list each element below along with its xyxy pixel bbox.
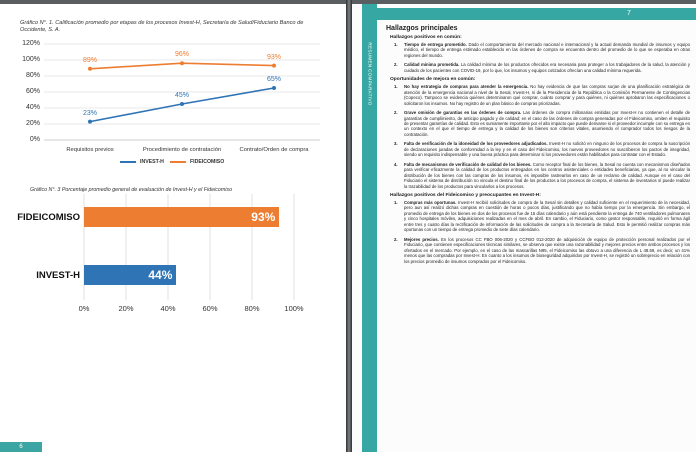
figure2-caption: Gráfico N°. 3 Porcentaje promedio general de evaluación de Invest-H y el Fideicomiso xyxy=(30,187,233,193)
list-item xyxy=(394,141,690,157)
list-item-number: 1. xyxy=(394,84,398,90)
list-item-number: 1. xyxy=(394,42,398,47)
section-title: Hallazgos positivos en común: xyxy=(390,35,462,40)
y-tick-label: 40% xyxy=(25,104,40,111)
list-item xyxy=(394,200,690,233)
bar-invest-h xyxy=(84,265,176,285)
x-tick-label: 100% xyxy=(284,304,304,313)
list-item-text xyxy=(404,200,690,233)
y-tick-label: 20% xyxy=(25,120,40,127)
list-item-lead: Grave omisión de garantías en las órdenes de compra. xyxy=(404,110,522,116)
list-item-number: 1. xyxy=(394,199,398,205)
legend-invest-h xyxy=(120,159,164,165)
bar-fideicomiso-value: 93% xyxy=(251,210,276,224)
data-point xyxy=(180,61,184,65)
legend-fideicomiso-label: FIDEICOMISO xyxy=(190,159,225,165)
legend-fideicomiso-swatch xyxy=(170,161,186,163)
x-tick-label: 20% xyxy=(118,304,134,313)
x-tick-label: 60% xyxy=(202,304,218,313)
list-item-text xyxy=(404,84,690,106)
data-point xyxy=(88,67,92,71)
list-item xyxy=(394,162,690,189)
list-item xyxy=(394,62,690,73)
list-item-number: 3. xyxy=(394,141,398,147)
y-tick-label: 60% xyxy=(25,88,40,95)
bar-fideicomiso xyxy=(84,207,279,227)
list-item-number: 2. xyxy=(394,110,398,116)
y-tick-label: 120% xyxy=(22,40,40,47)
data-label: 96% xyxy=(174,51,190,59)
x-category-label: Requisitos previos xyxy=(66,147,114,153)
list-item-body: La calidad mínima de los productos ofrecidos era necesaria para proteger a los trabajadores de la salud, la atención y cuidado de los pacientes con COVID-19, por lo que, los insumos y equipos cotizados ofrecían una calidad mínima requerida. xyxy=(404,62,691,73)
line-chart-plot xyxy=(0,4,346,154)
list-item-text xyxy=(404,237,690,264)
data-label: 93% xyxy=(266,53,282,61)
list-item-lead: No hay estrategia de compras para atender la emergencia. xyxy=(404,84,529,90)
x-tick-label: 80% xyxy=(244,304,260,313)
data-label: 89% xyxy=(82,56,98,64)
data-point xyxy=(88,120,92,124)
data-point xyxy=(272,64,276,68)
list-item-number: 2. xyxy=(394,236,398,242)
list-item-number: 2. xyxy=(394,62,398,68)
list-item-body: Como receptor final de los bienes, la Sesal no cuenta con mecanismos diseñados para verificar eficazmente la calidad de los productos entregados en los centros asistenciales o entidades beneficiarias, ya que, al no vincular la distribución de los bienes con las compras de los insumos, es imposible rastrearlos en caso de un reclamo de calidad. Aunque en el caso del Fiduciario el sistema de distribución no vincula el destino final de los productos a los procesos de compra, el sistema de inventarios sí puede realizar la trazabilidad de los productos para vincularlos a los procesos. xyxy=(404,161,690,189)
list-item-text xyxy=(404,141,690,157)
data-point xyxy=(180,102,184,106)
right-page-number: 7 xyxy=(627,10,631,17)
bar-category-invest-h: INVEST-H xyxy=(36,270,80,281)
findings-heading: Hallazgos principales xyxy=(386,25,458,32)
data-point xyxy=(272,86,276,90)
x-category-label: Contrato/Orden de compra xyxy=(239,147,309,153)
x-category-label: Procedimiento de contratación xyxy=(142,147,222,153)
y-tick-label: 80% xyxy=(25,72,40,79)
list-item-number: 4. xyxy=(394,161,398,167)
list-item-lead: Falta de mecanismos de verificación de calidad de los bienes. xyxy=(404,161,532,167)
figure1-caption: Gráfico N°. 1. Calificación promedio por etapas de los procesos Invest-H, Secretaría de Salud/Fiduciario Banco de Occidente, S. A. xyxy=(20,20,304,33)
list-item-body: Invest-H no solicitó en ninguno de los procesos de compra la suscripción de declaraciones juradas de conformidad a la ley y en el caso del Fideicomiso, los nuevos proveedores no suscribieron los pactos de integridad, siendo un requisito indispensable y una buena práctica para determinar si los proveedores están habilitados para contratar con el Estado. xyxy=(404,141,690,158)
list-item-body: No hay evidencia de que las compras surjan de una planificación estratégica de atención de la emergencia nacional a nivel de la Sesal, Invest-H, ni de la Presidencia de la República o la Comisión Permanente de Contingencias (Copeco). Tampoco se evidencia quiénes determinaron qué comprar, cuánto comprar y para quiénes, ni quiénes aprobaron las especificaciones o solicitaron los insumos. No hay registro de un plan básico de compras priorizadas. xyxy=(404,84,690,106)
list-item-lead: Compras más oportunas. xyxy=(404,199,457,205)
list-item-lead: Tiempo de entrega prometido. xyxy=(404,42,467,47)
bar-category-fideicomiso: FIDEICOMISO xyxy=(17,212,80,223)
list-item-body: Las órdenes de compra millonarias emitidas por Invest-H no contienen el detalle de garantías de cumplimiento, de anticipo pagado y de calidad; en el caso de las órdenes de compra generadas por el Fideicomiso, omiten el requisito de presentar garantías de calidad. Esto es sumamente importante por el alto impacto que puede derivarse si el proveedor incumple con su entrega en un contexto en el que el tiempo de entrega y la calidad de los bienes son criterios vitales, asumiendo el comprador todos los riesgos de la contratación. xyxy=(404,110,690,137)
list-item xyxy=(394,237,690,264)
list-item xyxy=(394,42,690,58)
list-item xyxy=(394,110,690,137)
legend-invest-h-swatch xyxy=(120,161,136,163)
y-tick-label: 0% xyxy=(29,136,40,143)
list-item-lead: Mejores precios. xyxy=(404,236,439,242)
x-tick-label: 40% xyxy=(160,304,176,313)
list-item-text xyxy=(404,110,690,137)
top-bar xyxy=(370,8,696,20)
data-label: 65% xyxy=(266,76,282,83)
left-page xyxy=(0,4,346,452)
list-item xyxy=(394,84,690,106)
left-page-number: 6 xyxy=(0,442,42,452)
findings-text xyxy=(386,25,690,268)
bar-invest-h-value: 44% xyxy=(148,268,173,282)
right-page xyxy=(352,4,696,452)
list-item-body: Invest-H recibió solicitudes de compra de la Sesal sin detalles y calidad suficiente en el requerimiento de la necesidad, pero aun así realizó dichas compras en cuestión de horas o pocos días, justificando que no había tiempo por la emergencia. Sin embargo, el promedio de entrega de los bienes en dos de los procesos fue de 15 días calendario y aún está pendiente la entrega de 740 ventiladores pulmonares y cinco hospitales móviles, adquisiciones realizadas en el mes de abril. En cambio, el Fiduciario, como gestor responsable, requirió en forma ágil entre tres y cuatro días la rectificación de información de las solicitudes de compra a la Secretaría de Salud. Esto le permitió realizar compras más oportunas con un tiempo de entrega promedio de siete días calendario. xyxy=(404,199,691,233)
list-item-lead: Calidad mínima prometida. xyxy=(404,62,460,68)
list-item-body: Dado el comportamiento del mercado nacional e internacional y la actual demanda mundial de insumos y equipo médico, el tiempo de entrega estimado establecido en las órdenes de compra se encuentra dentro del promedio de lo que se esperaba en otras regiones del mundo. xyxy=(404,42,690,58)
list-item-lead: Falta de verificación de la idoneidad de los proveedores adjudicados. xyxy=(404,141,548,147)
section-title: Hallazgos positivos del Fideicomiso y preocupantes en Invest-H: xyxy=(390,192,541,198)
y-tick-label: 100% xyxy=(22,56,40,63)
data-label: 45% xyxy=(174,92,190,99)
data-label: 23% xyxy=(82,109,98,117)
list-item-text xyxy=(404,162,690,189)
list-item-text xyxy=(404,42,690,58)
list-item-body: En los procesos CC FBO 006-2020 y CCFBO 012-2020 de adquisición de equipo de protección personal realizados por el Fiduciario, que contienen especificaciones técnicas similares, se observa que existe una razonabilidad y mejores precios entre ambos procesos y los ofertados en el mercado. Por ejemplo, en el caso de las mascarillas N95, el Fideicomiso las obtuvo a una diferencia de L 48.59, es decir, un 41% menos que las compradas por Invest-H. En cuanto a los insumos de bioseguridad adquiridos por Invest-H, se registró un sobreprecio en relación con los precios promedio de insumos comprados por el Fideicomiso. xyxy=(404,236,690,264)
side-label-text: RESUMEN COMPARATIVO xyxy=(367,42,372,106)
legend-invest-h-label: INVEST-H xyxy=(140,159,164,165)
section-title: Oportunidades de mejora en común: xyxy=(390,77,476,83)
x-tick-label: 0% xyxy=(78,304,90,313)
legend-fideicomiso xyxy=(170,159,224,165)
list-item-text xyxy=(404,62,690,73)
side-label xyxy=(362,4,377,134)
